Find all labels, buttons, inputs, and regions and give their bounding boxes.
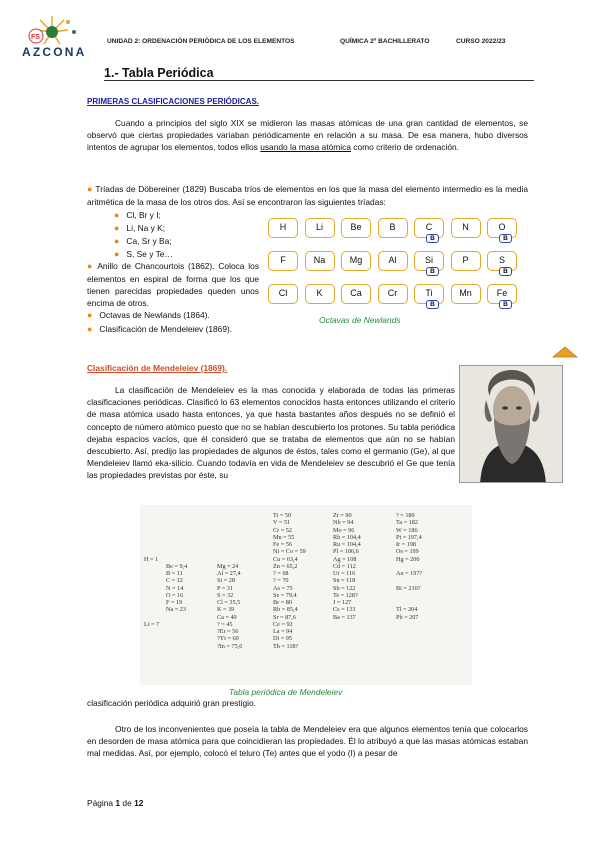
octave-element-cell: B (378, 218, 408, 238)
classification-list (87, 308, 232, 336)
octave-element-cell: S (487, 251, 517, 271)
table-column: H = 1 Li = 7 (144, 555, 160, 628)
mendeleiev-item: ● Clasificación de Mendeleiev (1869). (87, 324, 233, 334)
table-column: Zr = 90 Nb = 94 Mo = 96 Rh = 104,4 Ru = 104,4 Pl = 106,6 Ag = 108 Cd = 112 Ur = 116 Sn = 118 Sb = 122 Te = 128? J = 127 Cs = 133 Ba = 137 (333, 512, 361, 621)
octave-element-cell: N (451, 218, 481, 238)
octave-badge: B (426, 234, 439, 243)
chancourtois-item (87, 260, 259, 310)
octave-element-cell: P (451, 251, 481, 271)
mendeleiev-portrait (459, 365, 563, 483)
page-footer (87, 797, 143, 809)
of-word: de (122, 798, 132, 808)
triad-item: ● Cl, Br y I; (114, 210, 161, 220)
bullet-icon: ● (87, 324, 93, 334)
course-label: CURSO 2022/23 (456, 38, 506, 45)
bullet-icon: ● (87, 310, 93, 320)
bullet-icon: ● (87, 261, 94, 271)
octave-element-cell: Fe (487, 284, 517, 304)
octave-element-cell: C (414, 218, 444, 238)
triad-item: ● Li, Na y K; (114, 223, 166, 233)
octave-element-cell: Si (414, 251, 444, 271)
mendeleiev-table-image (140, 505, 472, 685)
octave-element-cell: O (487, 218, 517, 238)
octave-badge: B (499, 267, 512, 276)
octave-badge: B (499, 234, 512, 243)
newlands-item: ● Octavas de Newlands (1864). (87, 310, 210, 320)
octave-element-cell: F (268, 251, 298, 271)
subheading: PRIMERAS CLASIFICACIONES PERIÓDICAS. (87, 97, 260, 106)
intro-paragraph (87, 117, 528, 154)
bullet-icon: ● (114, 249, 120, 259)
bullet-icon: ● (87, 184, 93, 194)
section-title: 1.- Tabla Periódica (104, 66, 214, 80)
octave-element-cell: Ti (414, 284, 444, 304)
octave-badge: B (499, 300, 512, 309)
table-column: ? = 180 Ta = 182 W = 186 Pt = 197,4 Ir = 198 Os = 199 Hg = 200 Au = 197? Bi = 210? Tl = 204 Pb = 207 (396, 512, 423, 621)
octave-element-cell: Li (305, 218, 335, 238)
svg-text:FS: FS (31, 34, 40, 41)
octave-element-cell: K (305, 284, 335, 304)
bullet-icon: ● (114, 236, 120, 246)
logo-text: AZCONA (22, 45, 87, 59)
octave-element-cell: Al (378, 251, 408, 271)
mendeleiev-continuation: clasificación periódica adquirió gran prestigio. (87, 698, 256, 708)
chancourtois-text: Anillo de Chancourtois (1862). Coloca los elementos en espiral de forma que los que tienen parecidas propiedades queden unos encima de otros. (87, 261, 260, 309)
intro-underlined: usando la masa atómica (260, 142, 351, 153)
mendeleiev-paragraph: La clasificación de Mendeleiev es la mas conocida y elaborada de todas las primeras clasificaciones periódicas. Clasificó lo 63 elementos conocidos hasta entonces utilizando el criterio de masa atómica usado hasta entonces, ya que hasta bastantes años después no se definió el concepto de número atómico puesto que no se habían descubierto los protones. Su tabla periódica dejaba espacios vacíos, que él consideró que se trataba de elementos que aún no se habían descubierto. Así, predijo las propiedades de algunos de éstos, tales como el germanio (Ge), al que Mendeleiev llamó eka-silicio. Cuando todavía en vida de Mendeleiev se descubrió el Ge que tenía las propiedades previstas por éste, su (87, 385, 455, 481)
subject-label: QUÍMICA 2º BACHILLERATO (340, 38, 430, 45)
table-caption: Tabla periódica de Mendeleiev (229, 687, 343, 697)
triads-item (87, 183, 528, 208)
octave-element-cell: Cl (268, 284, 298, 304)
bullet-icon: ● (114, 223, 120, 233)
page-word: Página (87, 798, 114, 808)
newlands-octaves-figure (265, 210, 527, 320)
octave-element-cell: Be (341, 218, 371, 238)
octaves-caption: Octavas de Newlands (319, 315, 401, 325)
octave-element-cell: Mg (341, 251, 371, 271)
octave-badge: B (426, 267, 439, 276)
mendeleiev-title: Clasificación de Mendeleiev (1869). (87, 363, 228, 373)
octave-element-cell: H (268, 218, 298, 238)
table-column: Ti = 50 V = 51 Cr = 52 Mn = 55 Fe = 56 Ni = Co = 59 Cu = 63,4 Zn = 65,2 ? = 68 ? = 70 As = 75 Se = 79,4 Br = 80 Rb = 85,4 Sr = 87,6 Ce = 92 La = 94 Di = 95 Th = 118? (273, 512, 306, 650)
octave-element-cell: Ca (341, 284, 371, 304)
octave-element-cell: Mn (451, 284, 481, 304)
next-paragraph: Otro de los inconvenientes que poseía la tabla de Mendeleiev era que algunos elementos tenía que colocarlos en desorden de masa atómica para que coincidieran las propiedades. Él lo atribuyó a que las masas atómicas estaban mal medidas. Así, por ejemplo, colocó el teluro (Te) antes que el yodo (I) a pesar de (87, 724, 528, 759)
triad-item: ● S, Se y Te… (114, 249, 173, 259)
table-column: Mg = 24 Al = 27,4 Si = 28 P = 31 S = 32 Cl = 35,5 K = 39 Ca = 40 ? = 45 ?Er = 56 ?Yt = 60 ?In = 75,6 (217, 562, 243, 650)
triangle-icon (552, 346, 578, 361)
unit-title: UNIDAD 2: ORDENACIÓN PERIÓDICA DE LOS ELEMENTOS (107, 38, 295, 45)
triads-text: Tríadas de Döbereiner (1829) Buscaba tríos de elementos en los que la masa del elemento intermedio es la media aritmética de la masa de los otros dos. Así se encontraron las siguientes tríadas: (87, 184, 528, 208)
table-column: Be = 9,4 B = 11 C = 12 N = 14 O = 16 F = 19 Na = 23 (166, 562, 188, 614)
title-divider (104, 80, 534, 81)
octave-element-cell: Na (305, 251, 335, 271)
page-total: 12 (134, 798, 144, 808)
triad-item: ● Ca, Sr y Ba; (114, 236, 172, 246)
octave-badge: B (426, 300, 439, 309)
sun-logo-icon (18, 14, 96, 48)
bullet-icon: ● (114, 210, 120, 220)
intro-text-before: Cuando a principios del siglo XIX se midieron las masas atómicas de una gran cantidad de elementos, se observó que ciertas propiedades variaban periódicamente en relación a su masa. De esa manera, hubo diversos intentos de agrupar los elementos, todos ellos (87, 118, 528, 153)
triads-list (114, 209, 173, 261)
intro-text-after: como criterio de ordenación. (350, 142, 459, 153)
page-number: 1 (115, 798, 121, 808)
octave-element-cell: Cr (378, 284, 408, 304)
